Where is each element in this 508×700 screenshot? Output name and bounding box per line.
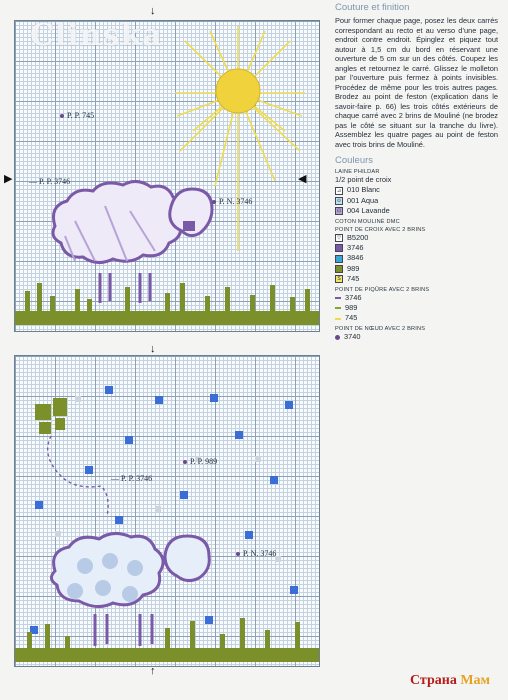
sheep-sun-pattern bbox=[15, 21, 319, 331]
knot-title: POINT DE NŒUD AVEC 2 BRINS bbox=[335, 325, 426, 332]
legend-row bbox=[335, 253, 498, 263]
callout-dot bbox=[60, 114, 64, 118]
callout-dot bbox=[236, 552, 240, 556]
legend-code: 989 bbox=[345, 303, 358, 313]
swatch: ⊙ bbox=[336, 198, 342, 205]
callout-label: P. P. 989 bbox=[190, 457, 218, 466]
logo-part1: Страна bbox=[410, 673, 461, 688]
legend-code: 3746 bbox=[345, 292, 362, 302]
legend-code: 3746 bbox=[347, 243, 364, 253]
callout-pp-3746: — P. P. 3746 bbox=[111, 474, 153, 483]
center-arrow-top: ↓ bbox=[150, 5, 156, 17]
swatch bbox=[335, 244, 343, 252]
callout-pp-3746: — P. P. 3746 bbox=[29, 177, 71, 186]
legend-code: 3740 bbox=[344, 331, 361, 341]
backstitch-title: POINT DE PIQÛRE AVEC 2 BRINS bbox=[335, 286, 430, 293]
wool-brand: LAINE PHILDAR bbox=[335, 169, 380, 175]
swatch: S bbox=[335, 275, 343, 283]
callout-dot bbox=[212, 200, 216, 204]
knot-swatch bbox=[335, 335, 340, 340]
legend-row bbox=[335, 313, 498, 323]
legend-row bbox=[335, 243, 498, 253]
swatch: ⊿ bbox=[336, 187, 342, 194]
legend-row bbox=[335, 274, 498, 284]
legend-code: 745 bbox=[345, 313, 358, 323]
logo-part2: Мам bbox=[460, 673, 491, 688]
center-arrow-bottom-2: ↑ bbox=[150, 665, 156, 677]
legend-row bbox=[335, 264, 498, 274]
colors-title: Couleurs bbox=[335, 155, 374, 166]
legend-code: 989 bbox=[347, 263, 360, 273]
site-logo bbox=[410, 673, 490, 689]
callout-label: P. P. 3746 bbox=[39, 177, 71, 186]
legend-row bbox=[335, 233, 498, 243]
callout-label: P. N. 3746 bbox=[243, 549, 277, 558]
callout-label: P. N. 3746 bbox=[219, 197, 253, 206]
legend-row bbox=[335, 303, 498, 313]
legend-row bbox=[335, 293, 498, 303]
cotton-stitch: POINT DE CROIX AVEC 2 BRINS bbox=[335, 226, 426, 233]
callout-pp-745 bbox=[57, 111, 94, 120]
cotton-brand: COTON MOULINÉ DMC bbox=[335, 218, 400, 225]
center-arrow-left: ▶ bbox=[4, 173, 13, 185]
legend-row bbox=[335, 332, 498, 342]
watermark: Clinska bbox=[30, 18, 163, 53]
pattern-grid-top bbox=[14, 20, 320, 332]
legend-code: B5200 bbox=[347, 232, 369, 242]
legend-code: 3846 bbox=[347, 253, 364, 263]
backstitch-legend bbox=[335, 293, 498, 324]
legend-code: 745 bbox=[347, 274, 360, 284]
swatch: ▽ bbox=[335, 234, 343, 242]
knot-legend bbox=[335, 332, 498, 342]
line-swatch bbox=[335, 297, 341, 299]
callout-pn-3746 bbox=[209, 197, 252, 206]
swatch bbox=[335, 255, 343, 263]
cotton-legend bbox=[335, 233, 498, 285]
wool-stitch: 1/2 point de croix bbox=[335, 175, 392, 184]
pattern-grid-bottom bbox=[14, 355, 320, 667]
legend-row bbox=[335, 206, 498, 216]
legend-row bbox=[335, 196, 498, 206]
callout-dot bbox=[183, 460, 187, 464]
legend-code: 010 Blanc bbox=[347, 185, 380, 195]
sheep-butterfly-pattern bbox=[15, 356, 319, 666]
line-swatch bbox=[335, 307, 341, 309]
instructions-column bbox=[335, 2, 498, 342]
center-arrow-right: ◀ bbox=[298, 173, 307, 185]
callout-pp-989 bbox=[180, 457, 217, 466]
legend-code: 001 Aqua bbox=[347, 195, 379, 205]
callout-label: P. P. 745 bbox=[67, 111, 95, 120]
swatch bbox=[335, 265, 343, 273]
wool-legend bbox=[335, 185, 498, 216]
legend-row bbox=[335, 185, 498, 195]
callout-label: P. P. 3746 bbox=[121, 474, 153, 483]
finishing-title: Couture et finition bbox=[335, 2, 410, 13]
swatch: ⊡ bbox=[336, 208, 342, 215]
line-swatch bbox=[335, 318, 341, 320]
callout-pn-3746 bbox=[233, 549, 276, 558]
center-arrow-top-2: ↓ bbox=[150, 343, 156, 355]
finishing-body: Pour former chaque page, posez les deux carrés correspondant au recto et au verso d’une page, endroit contre endroit. Épinglez et piquez tout autour à 1,5 cm du bord en réservant une ouverture de 5 cm sur un des côtés. Coupez les angles et retournez le carré. Glissez le molleton par l’ouverture puis fermez à points invisibles. Procédez de même pour les trois autres pages. Brodez au point de feston (explication dans le savoir-faire p. 66) les trois côtés extérieurs de chaque carré avec 2 brins de Mouliné (ne brodez pas le côté se situant sur la tranche du livre). Assemblez les quatre pages au point de feston avec trois brins de Mouliné. bbox=[335, 16, 498, 149]
legend-code: 004 Lavande bbox=[347, 206, 390, 216]
